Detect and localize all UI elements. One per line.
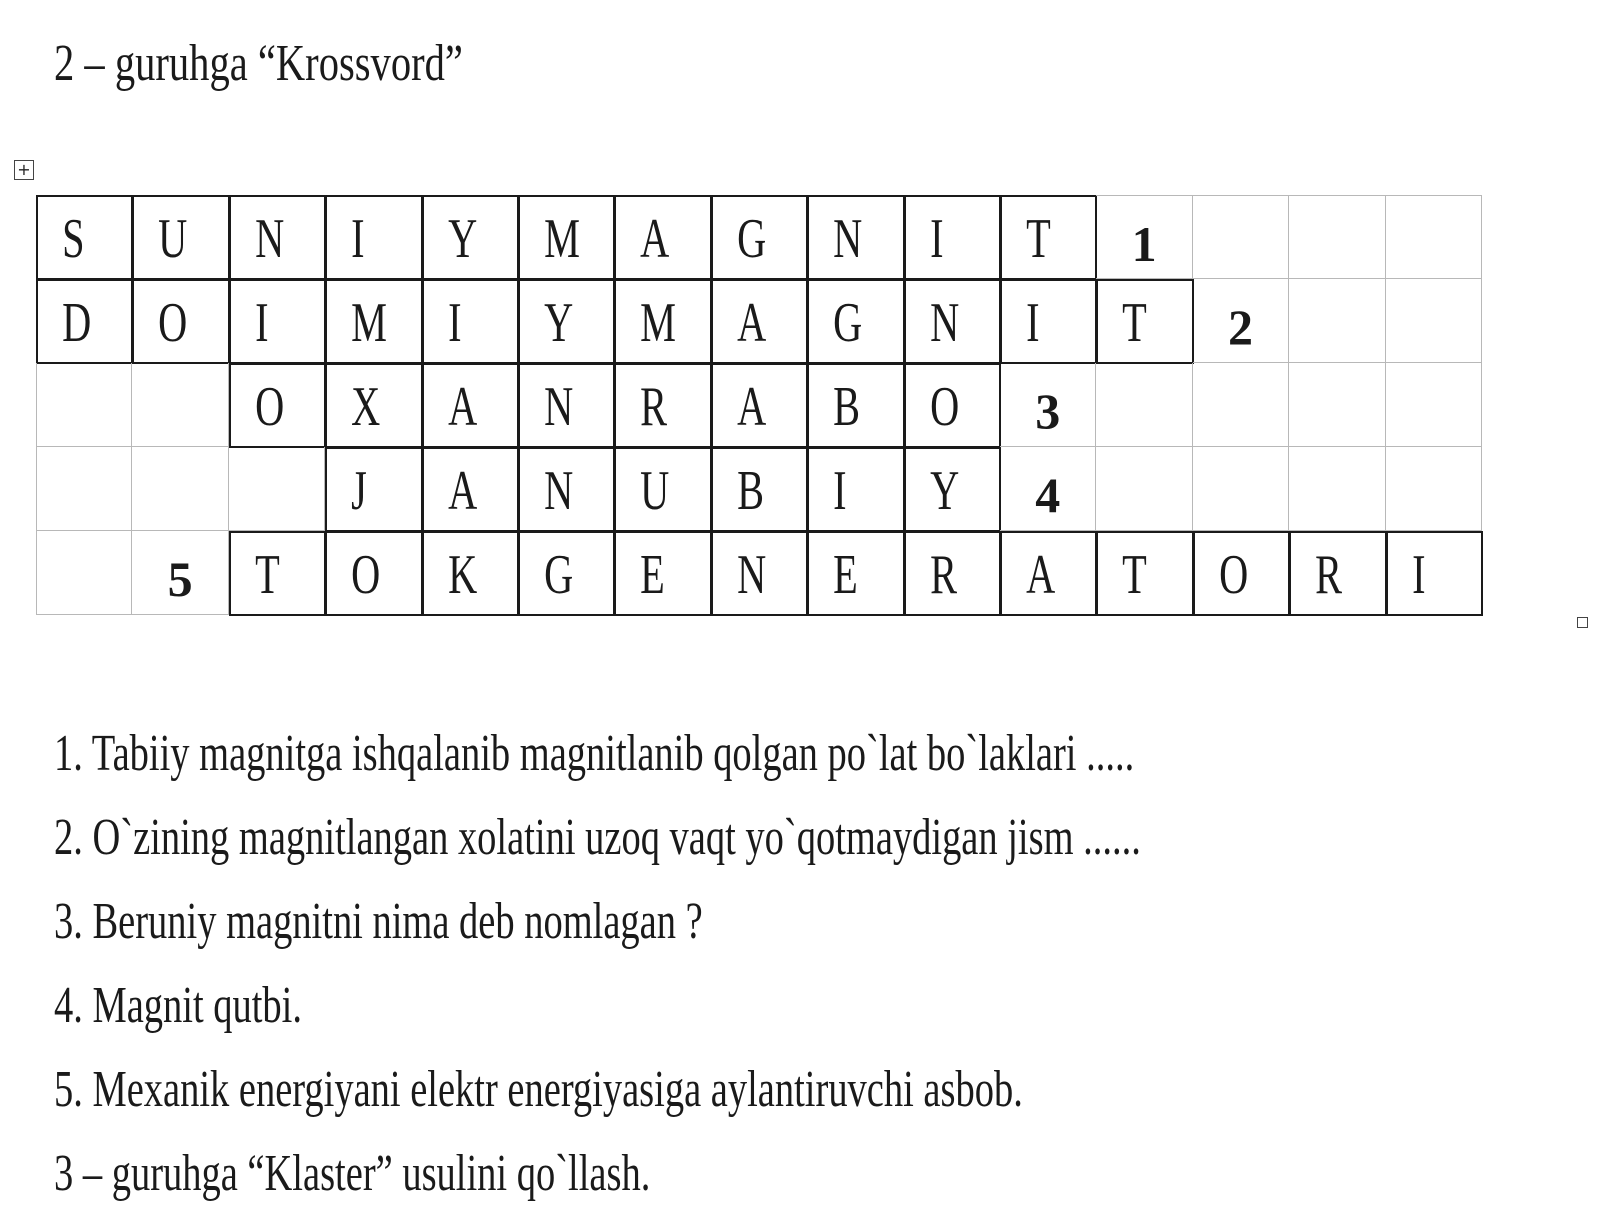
cell-letter: G [833,292,863,354]
empty-cell [229,447,325,531]
cell-letter: I [833,460,847,522]
cell-letter: X [351,376,381,438]
letter-cell [325,363,422,448]
letter-cell [904,531,1001,616]
letter-cell [807,363,904,448]
cell-letter: I [929,208,944,270]
cell-letter: R [640,376,668,438]
empty-cell [1193,363,1289,447]
clue-list [54,712,1523,1216]
clue-number-cell [1000,363,1096,447]
empty-cell [1386,279,1482,363]
letter-cell [1386,531,1483,616]
clue-3: 3. Beruniy magnitni nima deb nomlagan ? [54,893,703,950]
clue-number: 2 [1227,299,1253,355]
table-move-handle-icon[interactable]: + [14,160,34,180]
clue-number-cell [1193,279,1289,363]
cell-letter: I [1026,292,1040,354]
letter-cell [422,279,519,364]
cell-letter: Y [447,208,477,270]
letter-cell [132,279,229,364]
empty-cell [1193,447,1289,531]
letter-cell [36,195,133,280]
letter-cell [229,195,326,280]
next-task-text: 3 – guruhga “Klaster” usulini qo`llash. [54,1145,651,1202]
cell-letter: N [736,544,767,606]
letter-cell [904,279,1001,364]
letter-cell [1096,531,1193,616]
empty-cell [1096,363,1192,447]
cell-letter: T [1122,544,1148,606]
cell-letter: O [351,544,381,606]
letter-cell [1289,531,1386,616]
empty-cell [1386,363,1482,447]
letter-cell [325,447,422,532]
empty-cell [1193,195,1289,279]
cell-letter: U [640,460,670,522]
letter-cell [422,195,519,280]
cell-letter: B [736,460,764,522]
cell-letter: G [736,208,767,270]
letter-cell [807,279,904,364]
cell-letter: N [833,208,863,270]
page-title: 2 – guruhga “Krossvord” [54,35,463,92]
cell-letter: N [544,376,574,438]
cell-letter: O [254,376,285,438]
letter-cell [711,195,808,280]
cell-letter: I [351,208,365,270]
cell-letter: A [447,460,477,522]
empty-cell [36,363,132,447]
letter-cell [325,195,422,280]
letter-cell [807,531,904,616]
letter-cell [1000,195,1097,280]
letter-cell [711,447,808,532]
cell-letter: O [929,376,959,438]
letter-cell [422,447,519,532]
cell-letter: B [833,376,861,438]
clue-number: 4 [1035,467,1061,523]
letter-cell [518,195,615,280]
cell-letter: K [447,544,477,606]
crossword-grid [36,195,1484,617]
letter-cell [422,363,519,448]
letter-cell [229,363,326,448]
empty-cell [36,447,132,531]
clue-number-cell [1096,195,1192,279]
cell-letter: N [254,208,285,270]
cell-letter: M [640,292,677,354]
cell-letter: A [447,376,477,438]
letter-cell [325,531,422,616]
cell-letter: Y [929,460,959,522]
clue-number: 1 [1131,216,1157,272]
cell-letter: A [736,292,767,354]
letter-cell [614,447,711,532]
letter-cell [904,447,1001,532]
clue-2: 2. O`zining magnitlangan xolatini uzoq vaqt yo`qotmaydigan jism ...... [54,809,1141,866]
cell-letter: M [544,208,580,270]
letter-cell [1000,279,1097,364]
cell-letter: I [447,292,462,354]
cell-letter: I [254,292,269,354]
letter-cell [904,195,1001,280]
empty-cell [36,531,132,615]
letter-cell [614,195,711,280]
letter-cell [807,447,904,532]
letter-cell [518,531,615,616]
cell-letter: E [833,544,858,606]
cell-letter: M [351,292,388,354]
clue-5: 5. Mexanik energiyani elektr energiyasiga aylantiruvchi asbob. [54,1061,1023,1118]
cell-letter: Y [544,292,574,354]
letter-cell [325,279,422,364]
empty-cell [132,363,228,447]
cell-letter: U [158,208,188,270]
cell-letter: N [544,460,574,522]
table-resize-handle-icon[interactable] [1577,617,1588,628]
cell-letter: A [736,376,767,438]
letter-cell [518,447,615,532]
letter-cell [229,279,326,364]
empty-cell [1386,447,1482,531]
cell-letter: G [544,544,574,606]
empty-cell [1096,447,1192,531]
letter-cell [229,531,326,616]
cell-letter: N [929,292,959,354]
letter-cell [1193,531,1290,616]
clue-number: 5 [167,551,193,607]
empty-cell [1386,195,1482,279]
clue-1: 1. Tabiiy magnitga ishqalanib magnitlanib qolgan po`lat bo`laklari ..... [54,725,1135,782]
letter-cell [614,279,711,364]
cell-letter: D [62,292,92,354]
empty-cell [1289,363,1385,447]
letter-cell [1096,279,1193,364]
letter-cell [1000,531,1097,616]
letter-cell [36,279,133,364]
cell-letter: O [158,292,188,354]
letter-cell [614,531,711,616]
letter-cell [904,363,1001,448]
empty-cell [1289,279,1385,363]
empty-cell [1289,447,1385,531]
letter-cell [132,195,229,280]
letter-cell [518,279,615,364]
cell-letter: I [1411,544,1426,606]
cell-letter: A [1026,544,1056,606]
empty-cell [1289,195,1385,279]
clue-4: 4. Magnit qutbi. [54,977,302,1034]
letter-cell [518,363,615,448]
letter-cell [807,195,904,280]
letter-cell [711,531,808,616]
empty-cell [132,447,228,531]
cell-letter: A [640,208,670,270]
cell-letter: T [1026,208,1051,270]
cell-letter: S [62,208,85,270]
cell-letter: T [1122,292,1148,354]
letter-cell [711,279,808,364]
clue-number-cell [132,531,228,615]
clue-number-cell [1000,447,1096,531]
clue-number: 3 [1035,383,1061,439]
cell-letter: R [929,544,957,606]
cell-letter: O [1218,544,1249,606]
cell-letter: R [1315,544,1343,606]
cell-letter: J [351,460,367,522]
cell-letter: E [640,544,666,606]
letter-cell [614,363,711,448]
cell-letter: T [254,544,280,606]
letter-cell [422,531,519,616]
letter-cell [711,363,808,448]
